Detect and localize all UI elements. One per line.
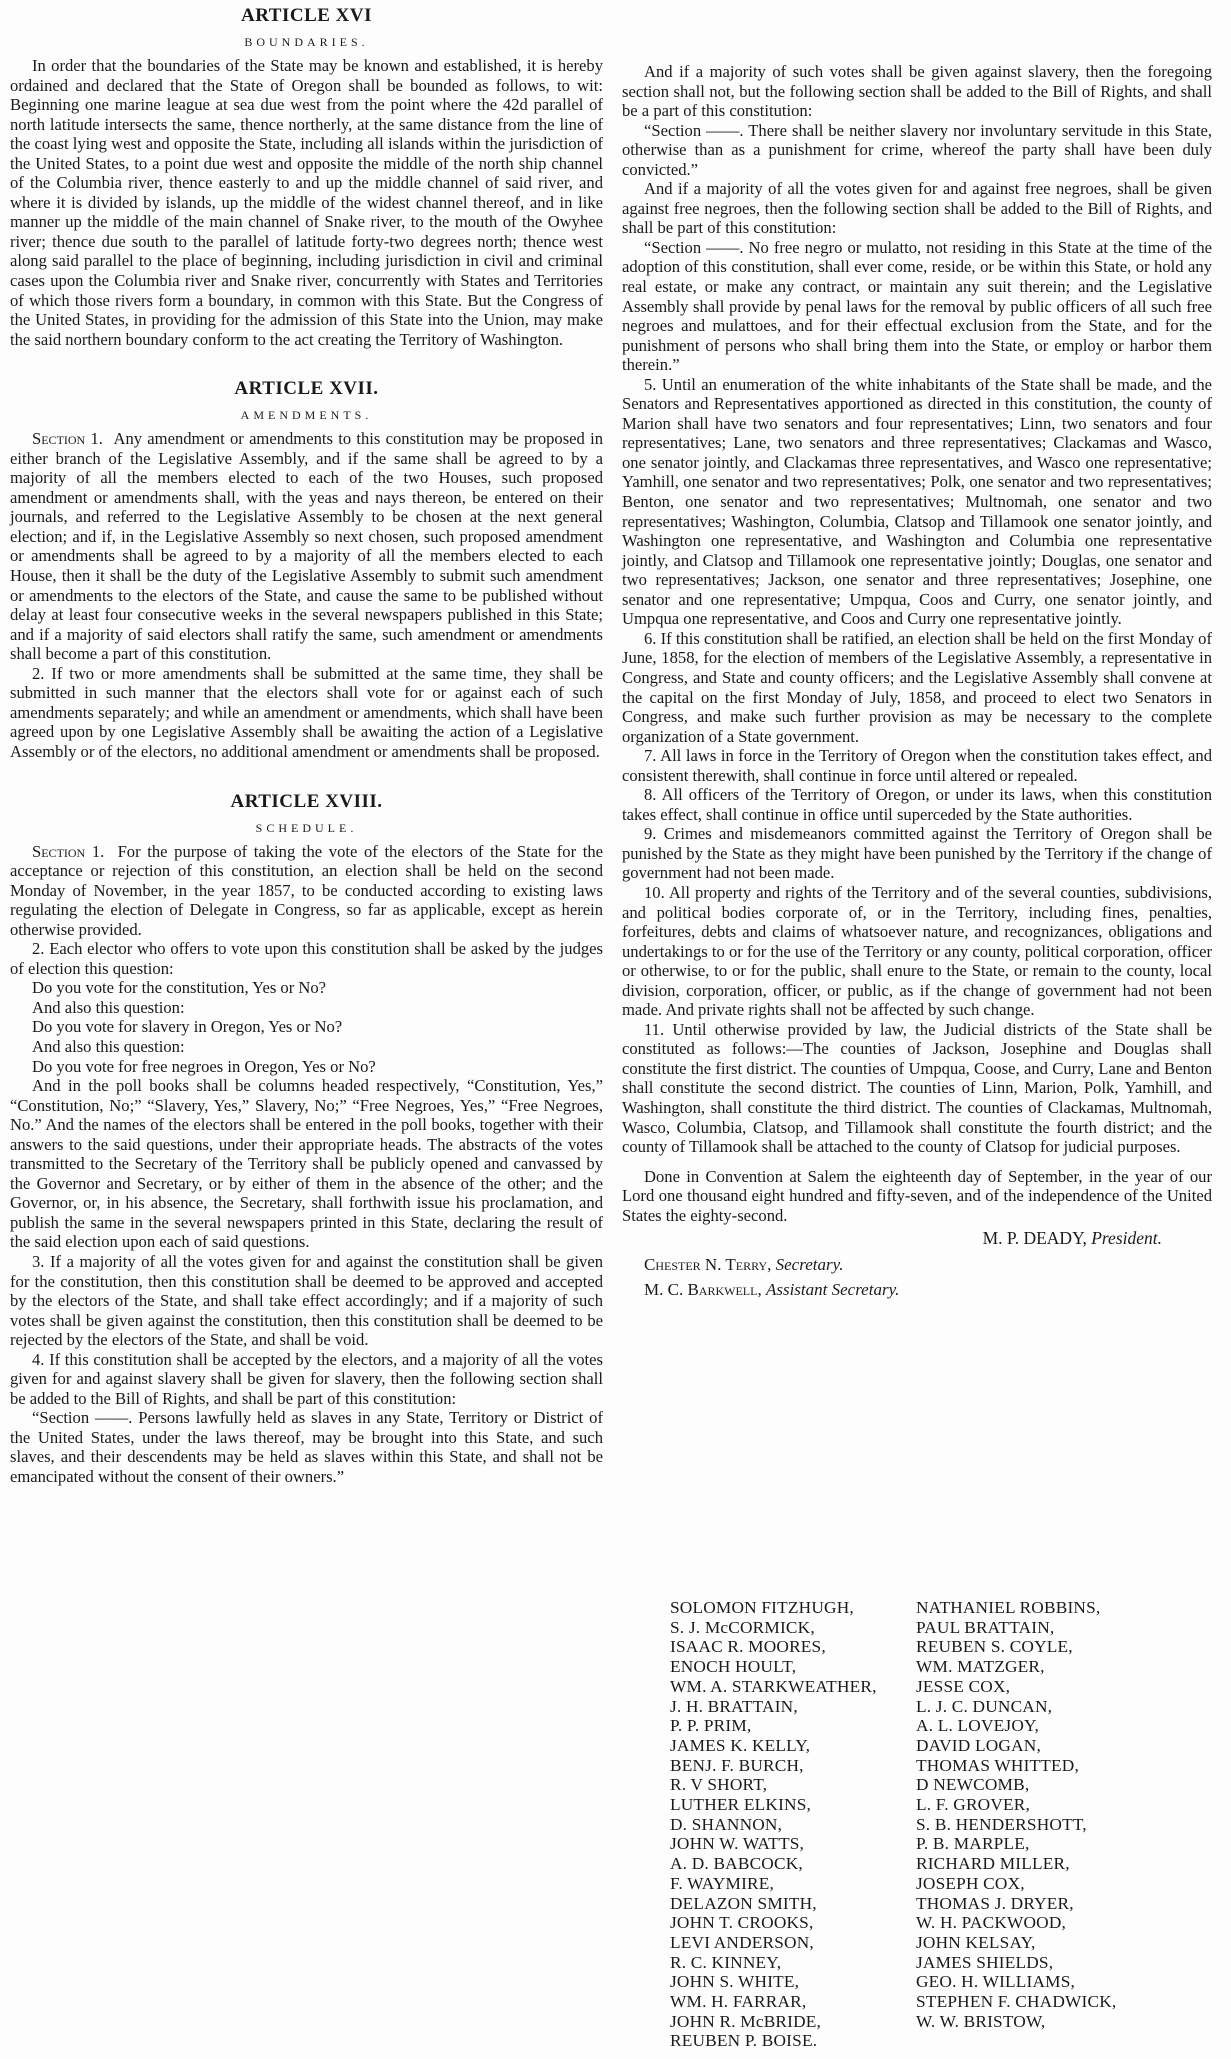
- article-18-section-9: 9. Crimes and misdemeanors committed against the Territory of Oregon shall be punished by the State as they might have been punished by the Territory if the change of government had not been made.: [622, 824, 1212, 883]
- ballot-question: Do you vote for free negroes in Oregon, Yes or No?: [32, 1056, 376, 1076]
- article-17-subtitle: AMENDMENTS.: [240, 408, 373, 423]
- slavery-section-quote: “Section ——. Persons lawfully held as slaves in any State, Territory or District of the United States, under the laws thereof, may be brought into this State, and such slaves, and their descendents may be held as slaves within this State, and shall not be emancipated without the consent of their owners.”: [10, 1408, 603, 1486]
- signer-name: JOHN S. WHITE,: [670, 1972, 800, 1992]
- ballot-question: And also this question:: [32, 1036, 185, 1056]
- signer-name: JOHN T. CROOKS,: [670, 1913, 814, 1933]
- signers-right-column: [916, 1598, 1206, 2051]
- signer-name: WM. A. STARKWEATHER,: [670, 1676, 877, 1696]
- article-18-section-3: 3. If a majority of all the votes given for and against the constitution shall be given for the constitution, then this constitution shall be deemed to be approved and accepted by the electors of the State, and shall take effect accordingly; and if a majority of such votes shall be given against the constitution, then this constitution shall be deemed to be rejected by the electors of the State, and shall be void.: [10, 1251, 603, 1350]
- article-18-section-4: 4. If this constitution shall be accepted by the electors, and a majority of all the votes given for and against slavery shall be given for slavery, then the following section shall be added to the Bill of Rights, and shall be part of this constitution:: [10, 1349, 603, 1408]
- signer-name: JOHN KELSAY,: [916, 1932, 1036, 1952]
- article-18-subtitle: SCHEDULE.: [255, 820, 358, 835]
- article-18-section-8: 8. All officers of the Territory of Oregon, or under its laws, when this constitution takes effect, shall continue in office until superceded by the State authorities.: [622, 785, 1212, 824]
- signer-name: W. W. BRISTOW,: [916, 2011, 1046, 2031]
- poll-books-paragraph: And in the poll books shall be columns headed respectively, “Constitution, Yes,” “Constitution, No;” “Slavery, Yes,” Slavery, No;” “Free Negroes, Yes,” “Free Negroes, No.” And the names of the electors shall be entered in the poll books, together with their answers to the said questions, under their appropriate heads. The abstracts of the votes transmitted to the Secretary of the Territory shall be publicly opened and canvassed by the Governor and Secretary, or by either of them in the absence of the other; and the Governor, or, in his absence, the Secretary, shall forthwith issue his proclamation, and publish the same in the several newspapers printed in this State, declaring the result of the said election upon each of said questions.: [10, 1076, 603, 1252]
- signer-name: WM. MATZGER,: [916, 1657, 1045, 1677]
- signer-name: D NEWCOMB,: [916, 1775, 1030, 1795]
- signer-name: R. C. KINNEY,: [670, 1952, 782, 1972]
- article-16-subtitle: BOUNDARIES.: [244, 35, 369, 49]
- secretary-title: Secretary.: [775, 1254, 844, 1274]
- article-18-section-6: 6. If this constitution shall be ratified, an election shall be held on the first Monday of June, 1858, for the election of members of the Legislative Assembly, a representative in Congress, and State and county officers; and the Legislative Assembly shall convene at the capital on the first Monday of July, 1858, and proceed to elect two Senators in Congress, and make such further provision as may be necessary to the complete organization of a State government.: [622, 628, 1212, 746]
- signer-name: GEO. H. WILLIAMS,: [916, 1972, 1076, 1992]
- article-17-title: ARTICLE XVII.: [234, 378, 379, 400]
- signer-name: SOLOMON FITZHUGH,: [670, 1598, 854, 1617]
- signer-name: THOMAS WHITTED,: [916, 1755, 1079, 1775]
- article-17-section-1: [10, 429, 603, 664]
- done-in-convention: Done in Convention at Salem the eighteenth day of September, in the year of our Lord one thousand eight hundred and fifty-seven, and of the independence of the United States the eighty-second.: [622, 1166, 1212, 1225]
- signer-name: L. F. GROVER,: [916, 1795, 1031, 1815]
- signer-name: JOHN R. McBRIDE,: [670, 2011, 822, 2031]
- signer-name: S. B. HENDERSHOTT,: [916, 1814, 1087, 1834]
- section-text: For the purpose of taking the vote of the electors of the State for the acceptance or rejection of this constitution, an election shall be held on the second Monday of November, in the year 1857, to be conducted according to existing laws regulating the election of Delegate in Congress, so far as applicable, except as herein otherwise provided.: [10, 841, 603, 939]
- free-negroes-paragraph: And if a majority of all the votes given for and against free negroes, shall be given against free negroes, then the following section shall be added to the Bill of Rights, and shall be part of this constitution:: [622, 179, 1212, 238]
- against-slavery-quote: “Section ——. There shall be neither slavery nor involuntary servitude in this State, otherwise than as a punishment for crime, whereof the party shall have been duly convicted.”: [622, 120, 1212, 179]
- signer-name: P. P. PRIM,: [670, 1716, 752, 1736]
- secretary-name: Chester N. Terry,: [644, 1254, 772, 1274]
- signer-name: PAUL BRATTAIN,: [916, 1617, 1055, 1637]
- signers-list: [670, 1598, 1210, 2051]
- signer-name: REUBEN S. COYLE,: [916, 1637, 1073, 1657]
- assistant-secretary-title: Assistant Secretary.: [765, 1280, 900, 1300]
- section-label: Section 1.: [32, 841, 105, 861]
- signer-name: LEVI ANDERSON,: [670, 1932, 814, 1952]
- signer-name: NATHANIEL ROBBINS,: [916, 1598, 1101, 1617]
- signer-name: W. H. PACKWOOD,: [916, 1913, 1067, 1933]
- signer-name: P. B. MARPLE,: [916, 1834, 1030, 1854]
- left-column: [10, 4, 603, 1487]
- signer-name: DAVID LOGAN,: [916, 1735, 1041, 1755]
- article-18-section-7: 7. All laws in force in the Territory of Oregon when the constitution takes effect, and consistent therewith, shall continue in force until altered or repealed.: [622, 746, 1212, 785]
- signer-name: J. H. BRATTAIN,: [670, 1696, 798, 1716]
- signer-name: R. V SHORT,: [670, 1775, 768, 1795]
- signer-name: S. J. McCORMICK,: [670, 1617, 815, 1637]
- signer-name: F. WAYMIRE,: [670, 1873, 775, 1893]
- article-18-section-2: 2. Each elector who offers to vote upon this constitution shall be asked by the judges of election this question:: [10, 939, 603, 978]
- ballot-question: And also this question:: [32, 997, 185, 1017]
- signer-name: WM. H. FARRAR,: [670, 1992, 807, 2012]
- article-18-section-11: 11. Until otherwise provided by law, the Judicial districts of the State shall be constituted as follows:—The counties of Jackson, Josephine and Douglas shall constitute the first district. The counties of Umpqua, Coose, and Curry, Lane and Benton shall constitute the second district. The counties of Linn, Marion, Polk, Yamhill, and Washington, shall constitute the third district. The counties of Clackamas, Multnomah, Wasco, Columbia, Clatsop, and Tillamook shall constitute the fourth district; and the county of Tillamook shall be attached to the county of Clatsop for judicial purposes.: [622, 1019, 1212, 1157]
- signer-name: DELAZON SMITH,: [670, 1893, 817, 1913]
- signer-name: JOSEPH COX,: [916, 1873, 1025, 1893]
- secretary-signature: [644, 1255, 1212, 1275]
- ballot-question: Do you vote for the constitution, Yes or No?: [32, 978, 327, 998]
- signer-name: A. D. BABCOCK,: [670, 1854, 803, 1874]
- ballot-question: Do you vote for slavery in Oregon, Yes or No?: [32, 1017, 343, 1037]
- signer-name: A. L. LOVEJOY,: [916, 1716, 1039, 1736]
- signer-name: D. SHANNON,: [670, 1814, 783, 1834]
- president-signature: [622, 1229, 1212, 1249]
- article-16-text: In order that the boundaries of the State may be known and established, it is hereby ordained and declared that the State of Oregon shall be bounded as follows, to wit: Beginning one marine league at sea due west from the point where the 42d parallel of north latitude intersects the same, thence northerly, at the same distance from the line of the coast lying west and opposite the State, including all islands within the jurisdiction of the United States, to a point due west and opposite the middle of the north ship channel of the Columbia river, thence easterly to and up the middle channel of said river, and where it is divided by islands, up the middle of the widest channel thereof, and in like manner up the middle of the main channel of Snake river, to the mouth of the Owyhee river; thence due south to the parallel of latitude forty-two degrees north; thence west along said parallel to the place of beginning, including jurisdiction in civil and criminal cases upon the Columbia river and Snake river, concurrently with States and Territories of which those rivers form a boundary, in common with this State. But the Congress of the United States, in providing for the admission of this State into the Union, may make the said northern boundary conform to the act creating the Territory of Washington.: [10, 56, 603, 349]
- signer-name: JAMES K. KELLY,: [670, 1735, 811, 1755]
- article-18-section-1: [10, 842, 603, 940]
- article-16-title: ARTICLE XVI: [241, 5, 372, 26]
- against-slavery-paragraph: And if a majority of such votes shall be given against slavery, then the foregoing section shall not, but the following section shall be added to the Bill of Rights, and shall be a part of this constitution:: [622, 62, 1212, 121]
- signer-name: STEPHEN F. CHADWICK,: [916, 1992, 1117, 2012]
- signer-name: JOHN W. WATTS,: [670, 1834, 805, 1854]
- president-title: President.: [1091, 1228, 1162, 1249]
- section-text: Any amendment or amendments to this constitution may be proposed in either branch of the Legislative Assembly, and if the same shall be agreed to by a majority of all the members elected to each of the two Houses, such proposed amendment or amendments shall, with the yeas and nays thereon, be entered on their journals, and referred to the Legislative Assembly to be chosen at the next general election; and if, in the Legislative Assembly so next chosen, such proposed amendment or amendments shall be agreed to by a majority of all the members elected to each House, then it shall be the duty of the Legislative Assembly to submit such amendment or amendments to the electors of the State, and cause the same to be published without delay at least four consecutive weeks in the several newspapers published in this State; and if a majority of said electors shall ratify the same, such amendment or amendments shall become a part of this constitution.: [10, 429, 603, 664]
- signer-name: REUBEN P. BOISE.: [670, 2031, 818, 2051]
- signer-name: ISAAC R. MOORES,: [670, 1637, 826, 1657]
- right-column: [622, 62, 1212, 1300]
- signer-name: JAMES SHIELDS,: [916, 1952, 1054, 1972]
- free-negroes-quote: “Section ——. No free negro or mulatto, not residing in this State at the time of the adoption of this constitution, shall ever come, reside, or be within this State, or hold any real estate, or make any contract, or maintain any suit therein; and the Legislative Assembly shall provide by penal laws for the removal by public officers of all such free negroes and mulattoes, and for their effectual exclusion from the State, and for the punishment of persons who shall bring them into the State, or employ or harbor them therein.”: [622, 237, 1212, 375]
- assistant-secretary-name: M. C. Barkwell,: [644, 1280, 762, 1300]
- signer-name: L. J. C. DUNCAN,: [916, 1696, 1053, 1716]
- article-18-title: ARTICLE XVIII.: [230, 790, 383, 812]
- signer-name: LUTHER ELKINS,: [670, 1795, 812, 1815]
- signer-name: JESSE COX,: [916, 1676, 1011, 1696]
- assistant-secretary-signature: [644, 1280, 1212, 1300]
- signer-name: RICHARD MILLER,: [916, 1854, 1070, 1874]
- signer-name: BENJ. F. BURCH,: [670, 1755, 804, 1775]
- section-label: Section 1.: [32, 429, 103, 449]
- president-name: M. P. DEADY,: [982, 1228, 1087, 1249]
- signers-left-column: [670, 1598, 916, 2051]
- article-18-section-5: 5. Until an enumeration of the white inhabitants of the State shall be made, and the Senators and Representatives apportioned as directed in this constitution, the county of Marion shall have two senators and four representatives; Linn, two senators and four representatives; Lane, two senators and three representatives; Clackamas and Wasco, one senator jointly, and Clackamas three representatives, and Wasco one representative; Yamhill, one senator and two representatives; Polk, one senator and two representatives; Benton, one senator and two representatives; Multnomah, one senator and two representatives; Washington, Columbia, Clatsop and Tillamook one senator jointly, and Washington one representative, and Washington and Columbia one representative jointly, and Clatsop and Tillamook one representative jointly; Douglas, one senator and two representatives; Jackson, one senator and three representatives; Josephine, one senator and one representative; Umpqua, Coos and Curry, one senator jointly, and Umpqua one representative, and Coos and Curry one representative jointly.: [622, 374, 1212, 629]
- signer-name: THOMAS J. DRYER,: [916, 1893, 1074, 1913]
- article-17-section-2: 2. If two or more amendments shall be submitted at the same time, they shall be submitted in such manner that the electors shall vote for or against each of such amendments separately; and while an amendment or amendments, which shall have been agreed upon by one Legislative Assembly shall be awaiting the action of a Legislative Assembly or of the electors, no additional amendment or amendments shall be proposed.: [10, 663, 603, 761]
- article-18-section-10: 10. All property and rights of the Territory and of the several counties, subdivisions, and political bodies corporate of, or in the Territory, including fines, penalties, forfeitures, debts and claims of whatsoever nature, and recognizances, obligations and undertakings to or for the use of the Territory or any county, political corporation, officer or otherwise, to or for the public, shall enure to the State, or remain to the county, local division, corporation, officer, or public, as if the change of government had not been made. And private rights shall not be affected by such change.: [622, 882, 1212, 1020]
- signer-name: ENOCH HOULT,: [670, 1657, 797, 1677]
